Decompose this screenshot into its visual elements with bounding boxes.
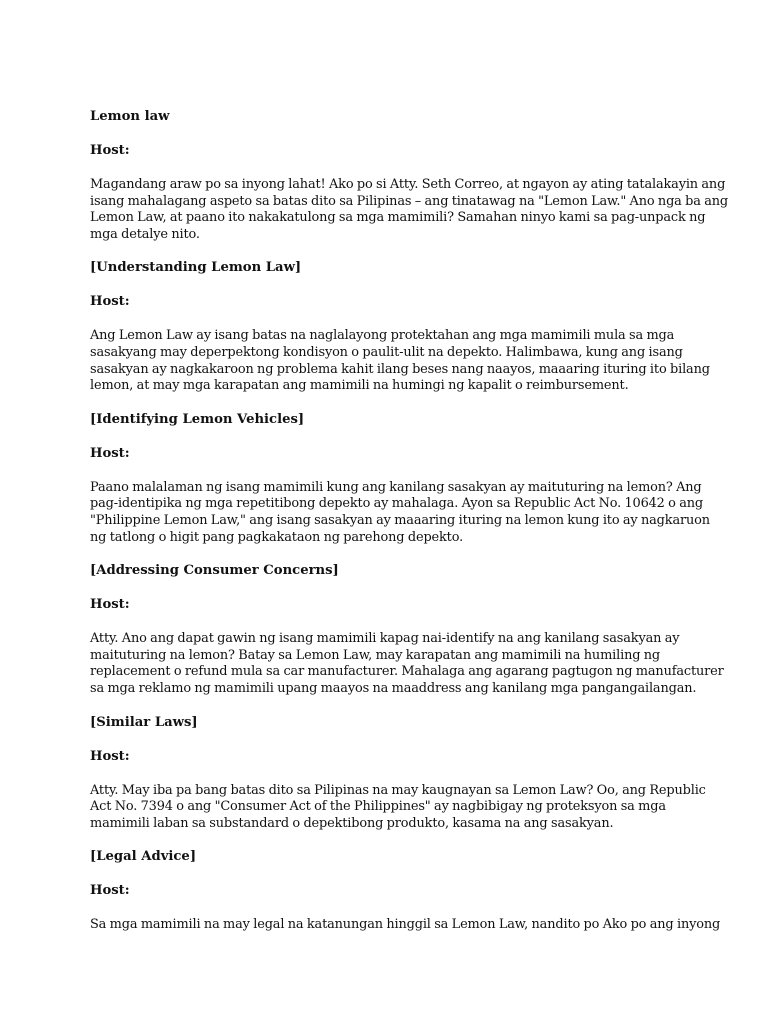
paragraph-line: mamimili laban sa substandard o depektibong produkto, kasama na ang sasakyan. — [90, 815, 614, 831]
paragraph-line: sa mga reklamo ng mamimili upang maayos na maaddress ang kanilang mga pangangailangan. — [90, 680, 697, 696]
paragraph-line: sasakyang may deperpektong kondisyon o paulit-ulit na depekto. Halimbawa, kung ang isang — [90, 344, 683, 360]
speaker-label: Host: — [90, 748, 130, 764]
paragraph-line: Magandang araw po sa inyong lahat! Ako po si Atty. Seth Correo, at ngayon ay ating tatalakayin ang — [90, 177, 726, 192]
paragraph-line: Atty. Ano ang dapat gawin ng isang mamimili kapag nai-identify na ang kanilang sasakyan ay — [90, 631, 680, 647]
document-title: Lemon law — [90, 109, 170, 124]
speaker-label: Host: — [90, 445, 130, 461]
paragraph-line: Paano malalaman ng isang mamimili kung ang kanilang sasakyan ay maituturing na lemon? Ang — [90, 479, 702, 495]
section-paragraph — [90, 782, 706, 833]
section-paragraph — [90, 631, 724, 697]
paragraph-line: Act No. 7394 o ang "Consumer Act of the Philippines" ay nagbibigay ng proteksyon sa mga — [90, 799, 666, 815]
paragraph-line: replacement o refund mula sa car manufacturer. Mahalaga ang agarang pagtugon ng manufacturer — [90, 664, 724, 680]
section-heading: [Similar Laws] — [90, 714, 198, 730]
paragraph-line: pag-identipika ng mga repetitibong depekto ay mahalaga. Ayon sa Republic Act No. 10642 o ang — [90, 496, 704, 512]
section-heading: [Identifying Lemon Vehicles] — [90, 411, 305, 427]
paragraph-line: ng tatlong o higit pang pagkakataon ng parehong depekto. — [90, 529, 464, 545]
section-paragraph — [90, 917, 721, 934]
speaker-label: Host: — [90, 143, 130, 158]
paragraph-line: Atty. May iba pa bang batas dito sa Pilipinas na may kaugnayan sa Lemon Law? Oo, ang Republic — [90, 782, 706, 798]
paragraph-line: maituturing na lemon? Batay sa Lemon Law, may karapatan ang mamimili na humiling ng — [90, 647, 661, 663]
section-heading: [Legal Advice] — [90, 849, 197, 865]
paragraph-line: lemon, at may mga karapatan ang mamimili na humingi ng kapalit o reimbursement. — [90, 378, 629, 394]
paragraph-line: Ang Lemon Law ay isang batas na naglalayong protektahan ang mga mamimili mula sa mga — [90, 328, 675, 344]
paragraph-line: isang mahalagang aspeto sa batas dito sa Pilipinas – ang tinatawag na "Lemon Law." Ano nga ba ang — [90, 193, 729, 209]
paragraph-line: Sa mga mamimili na may legal na katanungan hinggil sa Lemon Law, nandito po Ako po ang inyong — [90, 917, 721, 933]
paragraph-line: sasakyan ay nagkakaroon ng problema kahit ilang beses nang naayos, maaaring ituring ito bilang — [90, 361, 710, 377]
speaker-label: Host: — [90, 294, 130, 310]
paragraph-line: mga detalye nito. — [90, 226, 200, 242]
section-paragraph — [90, 328, 710, 394]
section-heading: [Understanding Lemon Law] — [90, 260, 302, 276]
document-page — [90, 108, 729, 950]
paragraph-line: "Philippine Lemon Law," ang isang sasakyan ay maaaring ituring na lemon kung ito ay nagkaruon — [90, 512, 710, 528]
paragraph-line: Lemon Law, at paano ito nakakatulong sa mga mamimili? Samahan ninyo kami sa pag-unpack ng — [90, 210, 706, 226]
section-heading: [Addressing Consumer Concerns] — [90, 563, 339, 579]
speaker-label: Host: — [90, 883, 130, 899]
speaker-label: Host: — [90, 597, 130, 613]
section-paragraph — [90, 479, 710, 546]
intro-paragraph — [90, 177, 729, 243]
